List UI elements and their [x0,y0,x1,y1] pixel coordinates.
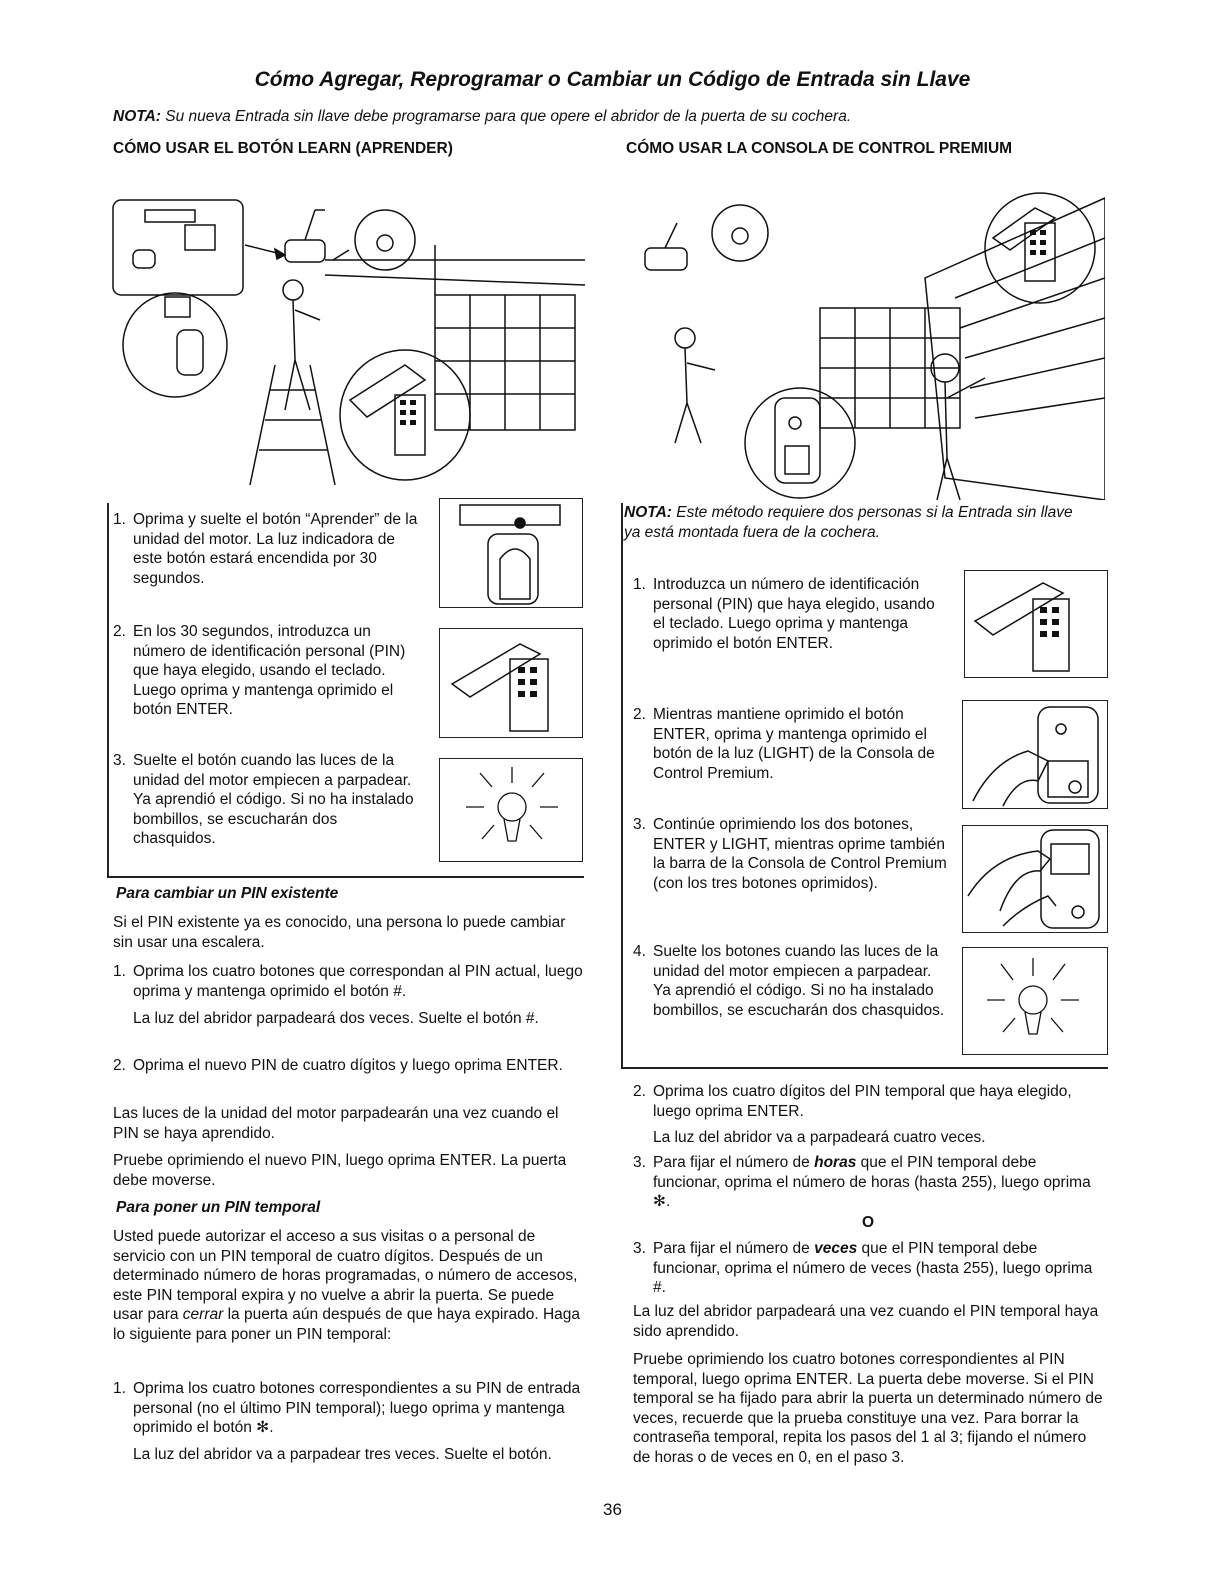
learn-button-figure [439,498,583,608]
times-emphasis: veces [814,1240,858,1257]
temp-pin-step-1 [113,1379,583,1438]
left-step-divider [107,876,584,878]
step-text: Oprima los cuatro botones que correspondan al PIN actual, luego oprima y mantenga oprimido el botón #. [133,963,583,1000]
right-column-header: CÓMO USAR LA CONSOLA DE CONTROL PREMIUM [626,140,1013,157]
temp-paragraph-1: La luz del abridor parpadeará una vez cuando el PIN temporal haya sido aprendido. [633,1303,1099,1340]
step-number: 1. [633,576,646,593]
temp-step-2 [633,1082,1103,1121]
right-step-divider [621,1067,1108,1069]
top-note-label: NOTA: [113,108,161,125]
step-number: 3. [633,1154,646,1171]
console-three-buttons-figure [962,825,1108,933]
step-text: Oprima los cuatro botones correspondientes a su PIN de entrada personal (no el último PIN temporal); luego oprima y mantenga oprimido el botón ✻. [133,1380,581,1436]
left-step-bracket [107,503,109,877]
hours-text-b: que el PIN temporal debe funcionar, oprima el número de horas (hasta 255), luego oprima ✻. [653,1154,1091,1210]
temp-pin-heading: Para poner un PIN temporal [116,1199,321,1216]
step-text: Oprima los cuatro dígitos del PIN temporal que haya elegido, luego oprima ENTER. [653,1083,1072,1120]
step-text: Continúe oprimiendo los dos botones, ENTER y LIGHT, mientras oprime también la barra de la Consola de Control Premium (con los tres botones oprimidos). [653,816,947,892]
step-number: 2. [633,706,646,723]
bulb-figure-right [962,947,1108,1055]
temp-pin-step-1b: La luz del abridor va a parpadear tres veces. Suelte el botón. [133,1446,552,1463]
temp-pin-intro-italic: cerrar [182,1306,224,1323]
left-step-2 [113,622,423,720]
change-pin-heading: Para cambiar un PIN existente [116,885,339,902]
step-text: Mientras mantiene oprimido el botón ENTER, oprima y mantenga oprimido el botón de la luz (LIGHT) de la Consola de Control Premium. [653,706,935,782]
temp-pin-intro [113,1227,583,1344]
change-pin-paragraph-1: Las luces de la unidad del motor parpadearán una vez cuando el PIN se haya aprendido. [113,1105,559,1142]
garage-two-person-illustration [615,178,1105,500]
right-step-2 [633,705,948,783]
hours-emphasis: horas [814,1154,857,1171]
step-text: Introduzca un número de identificación personal (PIN) que haya elegido, usando el teclado. Luego oprima y mantenga oprimido el botón ENTER. [653,576,935,652]
step-text: Oprima el nuevo PIN de cuatro dígitos y luego oprima ENTER. [133,1057,563,1074]
bulb-circle [355,210,415,270]
temp-step-3-hours [633,1153,1103,1212]
step-number: 3. [633,816,646,833]
step-text [653,1239,1103,1298]
step-text [653,1153,1103,1212]
step-number: 4. [633,943,646,960]
hours-text-a: Para fijar el número de [653,1154,815,1171]
step-text: Oprima y suelte el botón “Aprender” de la unidad del motor. La luz indicadora de este botón estará encendida por 30 segundos. [133,511,418,587]
change-pin-step-2 [113,1056,583,1076]
keypad-figure-right [964,570,1108,678]
step-number: 2. [113,1057,126,1074]
console-light-figure [962,700,1108,809]
top-note [113,108,851,126]
left-step-3 [113,751,423,849]
right-step-3 [633,815,948,893]
garage-ladder-illustration [105,185,595,495]
step-number: 3. [113,752,126,769]
step-number: 3. [633,1240,646,1257]
learn-button-circle [123,293,227,397]
temp-pin-intro-a: Usted puede autorizar el acceso a sus visitas o a personal de servicio con un PIN temporal de cuatro dígitos. Después de un determinado número de horas programadas, o número de accesos, este PIN temporal expira y no vuelve a abrir la puerta. Se puede usar para [113,1228,578,1323]
change-pin-paragraph-2: Pruebe oprimiendo el nuevo PIN, luego oprima ENTER. La puerta debe moverse. [113,1152,567,1189]
top-note-text: Su nueva Entrada sin llave debe programarse para que opere el abridor de la puerta de su cochera. [160,108,852,125]
page-number: 36 [603,1500,622,1519]
temp-pin-intro-b: la puerta aún después de que haya expirado. Haga lo siguiente para poner un PIN temporal: [113,1306,581,1343]
keypad-figure [439,628,583,738]
right-note-label: NOTA: [624,504,672,521]
page-title: Cómo Agregar, Reprogramar o Cambiar un Código de Entrada sin Llave [254,68,971,91]
left-column-header: CÓMO USAR EL BOTÓN LEARN (APRENDER) [113,140,453,157]
temp-paragraph-2: Pruebe oprimiendo los cuatro botones correspondientes al PIN temporal, luego oprima ENTER. La puerta debe moverse. Si el PIN temporal se ha fijado para abrir la puerta un determinado número de veces, recuerde que la prueba constituye una vez. Para borrar la contraseña temporal, repita los pasos del 1 al 3; fijando el número de horas o de veces en 0, en el paso 3. [633,1351,1103,1466]
change-pin-step-1b: La luz del abridor parpadeará dos veces. Suelte el botón #. [133,1010,539,1027]
right-note [624,503,1084,542]
right-step-1 [633,575,948,653]
right-step-bracket [621,503,623,1068]
step-text: Suelte los botones cuando las luces de la unidad del motor empiecen a parpadear. Ya aprendió el código. Si no ha instalado bombillos, se escucharán dos chasquidos. [653,943,945,1019]
step-text: En los 30 segundos, introduzca un número de identificación personal (PIN) que haya elegido, usando el teclado. Luego oprima y mantenga oprimido el botón ENTER. [133,623,406,718]
times-text-b: que el PIN temporal debe funcionar, oprima el número de veces (hasta 255), luego oprima #. [653,1240,1093,1296]
right-step-4 [633,942,948,1020]
step-number: 2. [113,623,126,640]
temp-step-2b: La luz del abridor va a parpadeará cuatro veces. [653,1129,986,1146]
bulb-figure [439,758,583,862]
step-number: 2. [633,1083,646,1100]
times-text-a: Para fijar el número de [653,1240,815,1257]
temp-step-3-times [633,1239,1103,1298]
step-number: 1. [113,511,126,528]
right-note-text: Este método requiere dos personas si la Entrada sin llave ya está montada fuera de la cochera. [624,504,1073,541]
left-step-1 [113,510,423,588]
step-text: Suelte el botón cuando las luces de la unidad del motor empiecen a parpadear. Ya aprendió el código. Si no ha instalado bombillos, se escucharán dos chasquidos. [133,752,414,847]
change-pin-intro: Si el PIN existente ya es conocido, una persona lo puede cambiar sin usar una escalera. [113,914,566,951]
step-number: 1. [113,963,126,980]
motor-unit-inset [113,200,243,295]
step-number: 1. [113,1380,126,1397]
or-separator: O [861,1214,875,1231]
change-pin-step-1 [113,962,583,1001]
bulb-circle-right [712,205,768,261]
wall-console-circle [745,388,855,498]
